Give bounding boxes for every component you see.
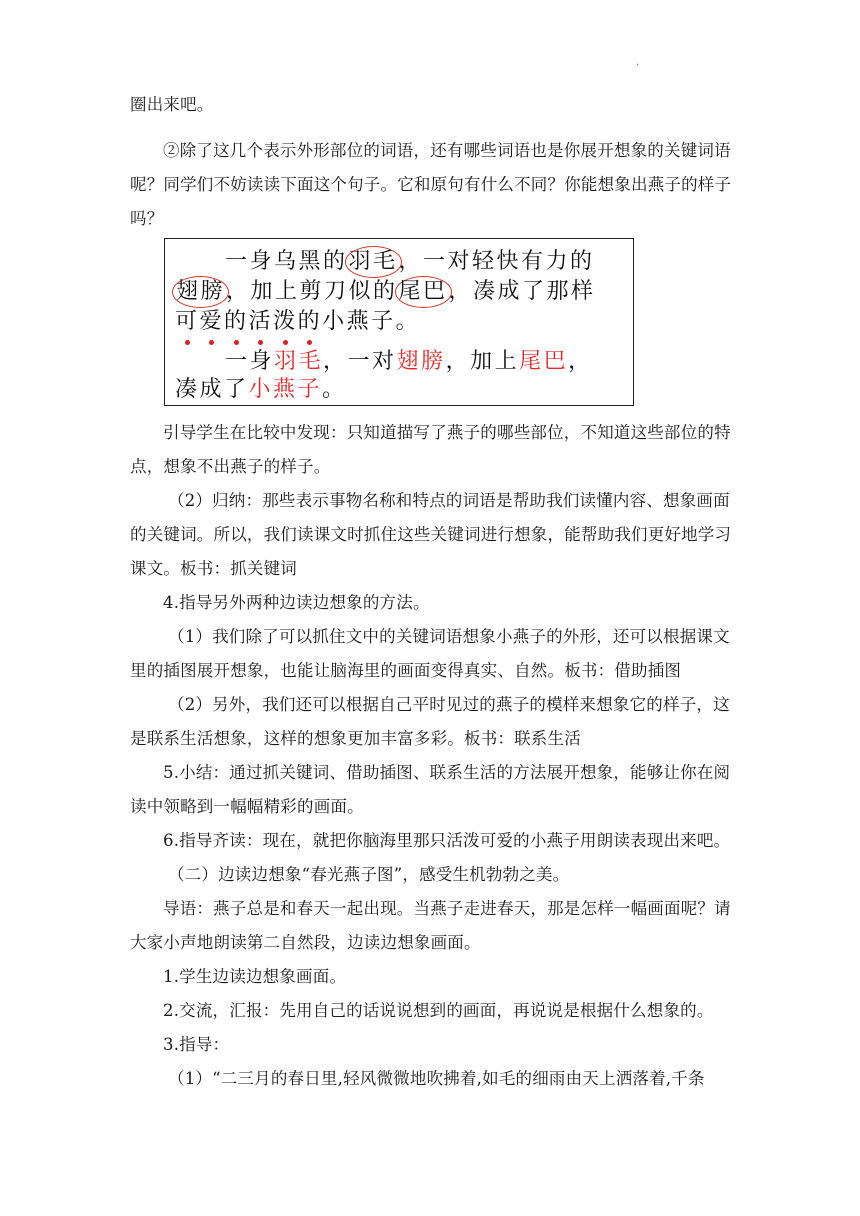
example-text: 凑成了 xyxy=(175,377,249,402)
red-word-wings: 翅膀 xyxy=(396,349,446,374)
circled-word-feathers: 羽毛 xyxy=(345,246,402,278)
dotted-char: 泼 xyxy=(273,309,298,334)
example-text: ，一对轻快有力的 xyxy=(398,249,595,274)
example-text: 一身乌黑的 xyxy=(225,249,348,274)
paragraph-3: 引导学生在比较中发现：只知道描写了燕子的哪些部位，不知道这些部位的特点，想象不出燕子的样子。 xyxy=(130,423,731,476)
dotted-char: 爱 xyxy=(199,309,225,334)
paragraph-5: 4.指导另外两种边读边想象的方法。 xyxy=(163,593,430,612)
example-line-4 xyxy=(225,349,593,375)
example-line-3-dotted xyxy=(175,309,420,335)
red-word-swallow: 小燕子 xyxy=(248,377,323,402)
header-mark: · xyxy=(636,60,640,71)
paragraph-2: ②除了这几个表示外形部位的词语，还有哪些词语也是你展开想象的关键词语呢？同学们不妨读读下面这个句子。它和原句有什么不同？你能想象出燕子的样子吗？ xyxy=(130,141,732,228)
plain-char: 。 xyxy=(395,309,421,334)
paragraph-12: 1.学生边读边想象画面。 xyxy=(163,967,347,986)
example-text: ， xyxy=(568,349,593,374)
example-text: ，一对 xyxy=(323,349,397,374)
paragraph-13: 2.交流，汇报：先用自己的话说说想到的画面，再说说是根据什么想象的。 xyxy=(163,1001,714,1020)
paragraph-9: 6.指导齐读：现在，就把你脑海里那只活泼可爱的小燕子用朗读表现出来吧。 xyxy=(163,831,731,850)
circled-word-wings: 翅膀 xyxy=(172,276,229,308)
paragraph-11: 导语：燕子总是和春天一起出现。当燕子走进春天，那是怎样一幅画面呢？请大家小声地朗读第二自然段，边读边想象画面。 xyxy=(130,899,731,952)
plain-char: 燕 xyxy=(346,309,372,334)
example-line-2 xyxy=(175,279,596,305)
paragraph-6: （1）我们除了可以抓住文中的关键词语想象小燕子的外形，还可以根据课文里的插图展开想象，也能让脑海里的画面变得真实、自然。板书：借助插图 xyxy=(130,627,730,680)
circled-word-tail: 尾巴 xyxy=(395,276,452,308)
paragraph-4: （2）归纳：那些表示事物名称和特点的词语是帮助我们读懂内容、想象画面的关键词。所以，我们读课文时抓住这些关键词进行想象，能帮助我们更好地学习课文。板书：抓关键词 xyxy=(130,491,732,578)
paragraph-7: （2）另外，我们还可以根据自己平时见过的燕子的模样来想象它的样子，这是联系生活想象，这样的想象更加丰富多彩。板书：联系生活 xyxy=(130,695,730,748)
example-line-1 xyxy=(225,249,595,275)
example-text: ，加上剪刀似的 xyxy=(226,279,398,304)
red-word-tail: 尾巴 xyxy=(519,349,569,374)
example-text: ，凑成了那样 xyxy=(448,279,596,304)
red-word-feathers: 羽毛 xyxy=(274,349,324,374)
paragraph-8: 5.小结：通过抓关键词、借助插图、联系生活的方法展开想象，能够让你在阅读中领略到一幅幅精彩的画面。 xyxy=(130,763,731,816)
paragraph-14: 3.指导： xyxy=(163,1035,230,1054)
example-text: ，加上 xyxy=(445,349,520,374)
dotted-char: 可 xyxy=(175,309,200,334)
plain-char: 小 xyxy=(322,309,347,334)
paragraph-1: 圈出来吧。 xyxy=(130,95,214,114)
example-text: 。 xyxy=(322,377,347,402)
paragraph-15: （1）“二三月的春日里,轻风微微地吹拂着,如毛的细雨由天上洒落着,千条 xyxy=(168,1069,705,1088)
plain-char: 子 xyxy=(371,309,396,334)
example-text: 一身 xyxy=(225,349,275,374)
dotted-char: 的 xyxy=(297,309,323,334)
example-sentence-box xyxy=(164,238,634,406)
paragraph-10: （二）边读边想象“春光燕子图”，感受生机勃勃之美。 xyxy=(168,865,570,884)
dotted-char: 的 xyxy=(224,309,249,334)
example-line-5 xyxy=(175,377,347,403)
dotted-char: 活 xyxy=(248,309,274,334)
